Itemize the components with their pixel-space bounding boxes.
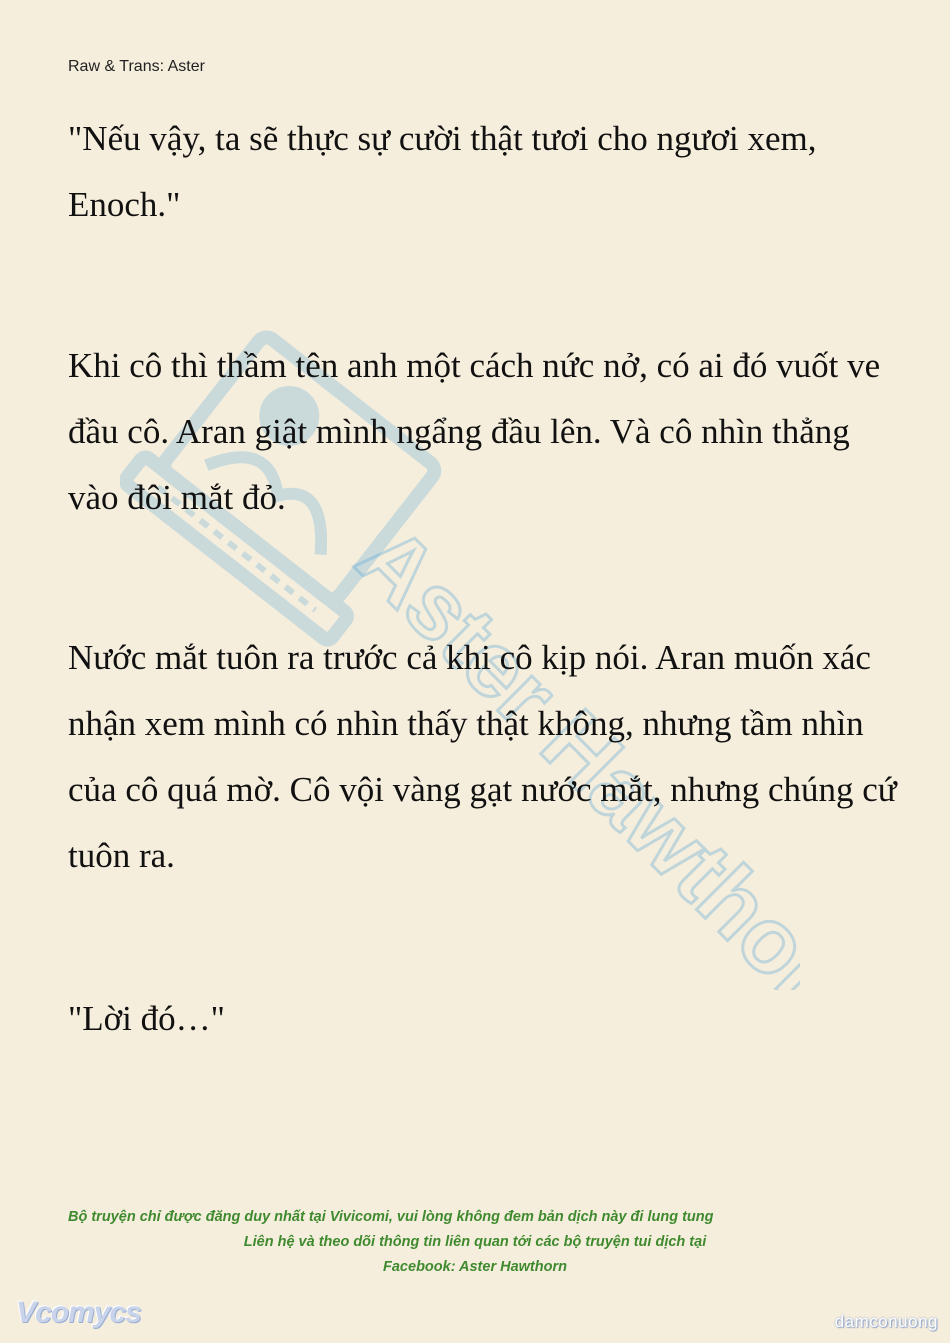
paragraph-3: Nước mắt tuôn ra trước cả khi cô kịp nói. Aran muốn xác nhận xem mình có nhìn thấy thật không, nhưng tầm nhìn của cô quá mờ. Cô vội vàng gạt nước mắt, nhưng chúng cứ tuôn ra. [68, 638, 897, 875]
paragraph-4: "Lời đó…" [68, 999, 225, 1038]
paragraph-2: Khi cô thì thầm tên anh một cách nức nở, có ai đó vuốt ve đầu cô. Aran giật mình ngẩng đầu lên. Và cô nhìn thẳng vào đôi mắt đỏ. [68, 346, 881, 517]
credit-line: Raw & Trans: Aster [68, 58, 205, 75]
watermark-text: Aster Hawthorn [337, 507, 800, 990]
footer-note-line-1: Bộ truyện chỉ được đăng duy nhất tại Vivicomi, vui lòng không đem bản dịch này đi lung tung [68, 1209, 714, 1225]
footer-note-line-3: Facebook: Aster Hawthorn [383, 1259, 567, 1275]
damconuong-logo: damconuong [834, 1312, 938, 1331]
vcomycs-logo: Vcomycs [16, 1296, 141, 1329]
paragraph-1: "Nếu vậy, ta sẽ thực sự cười thật tươi cho ngươi xem, Enoch." [68, 119, 817, 224]
footer-note-line-2: Liên hệ và theo dõi thông tin liên quan tới các bộ truyện tui dịch tại [243, 1234, 707, 1250]
